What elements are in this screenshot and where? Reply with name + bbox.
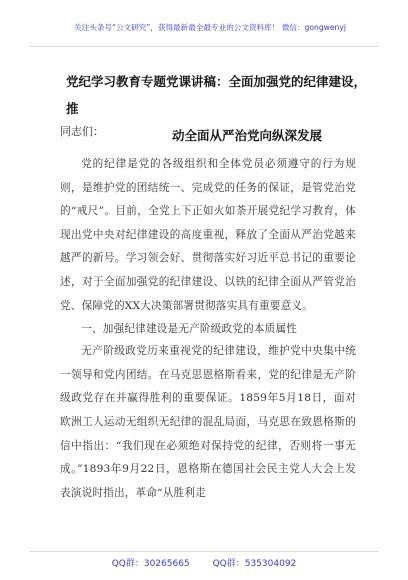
title-line-1: 党纪学习教育专题党课讲稿：全面加强党的纪律建设，推	[66, 74, 367, 116]
paragraph-intro: 党的纪律是党的各级组织和全体党员必须遵守的行为规则，是维护党的团结统一、完成党的任务的保证，是管党治党的“戒尺”。目前，全党上下正如火如荼开展党纪学习教育，体现出党中央对纪律建设的高度重视，释放了全面从严治党越来越严的新号。学习领会好、贯彻落实好习近平总书记的重要论述，对于全面加强党的纪律建设、以铁的纪律全面从严管党治党、保障党的XX大决策部署贯彻落实具有重要意义。	[60, 158, 356, 312]
title-line-2: 动全面从严治党向纵深发展	[172, 128, 323, 143]
header-divider	[30, 46, 378, 47]
header-banner: 关注头条号“公文研究”，获得最新最全最专业的公文资料库！ 微信：gongwenyj	[74, 23, 346, 32]
salutation: 同志们：	[60, 125, 104, 138]
footer-qq-group-2: QQ群：535304092	[212, 559, 297, 569]
footer-qq-group-1: QQ群：30265665	[111, 559, 190, 569]
section-heading-1: 一、加强纪律建设是无产阶级政党的本质属性	[81, 323, 298, 336]
footer	[0, 556, 408, 569]
document-body	[60, 153, 356, 505]
footer-divider	[30, 551, 378, 552]
paragraph-section-1: 无产阶级政党历来重视党的纪律建设，维护党中央集中统一领导和党内团结。在马克思恩格斯看来，党的纪律是无产阶级政党存在并赢得胜利的重要保证。1859年5月18日，面对欧洲工人运动无组织无纪律的混乱局面，马克思在致恩格斯的信中指出：“我们现在必须绝对保持党的纪律，否则将一事无成。”1893年9月22日，恩格斯在德国社会民主党人大会上发表演说时指出，革命“从胜利走	[60, 345, 356, 499]
